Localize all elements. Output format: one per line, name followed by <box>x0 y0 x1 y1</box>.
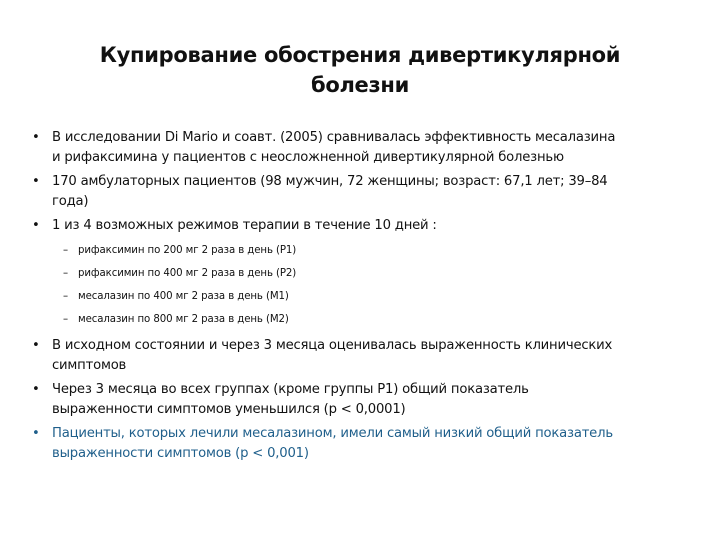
bullet-text-line: симптомов <box>52 358 127 373</box>
dash-icon: – <box>63 268 68 279</box>
regimen-item-m1 <box>32 290 692 304</box>
bullet-item-results <box>32 380 692 420</box>
bullet-text-line: и рифаксимина у пациентов с неосложненной дивертикулярной болезнью <box>52 150 564 165</box>
bullet-icon: • <box>32 174 40 189</box>
bullet-list <box>32 128 692 468</box>
regimen-text: рифаксимин по 200 мг 2 раза в день (Р1) <box>78 245 297 256</box>
bullet-item-study <box>32 128 692 168</box>
slide-title <box>60 40 660 100</box>
bullet-text-line: года) <box>52 194 89 209</box>
bullet-item-assessment <box>32 336 692 376</box>
bullet-icon: • <box>32 382 40 397</box>
title-line-1: Купирование обострения дивертикулярной <box>99 43 621 67</box>
bullet-text-line: выраженности симптомов уменьшился (р < 0,0001) <box>52 402 406 417</box>
regimen-item-m2 <box>32 313 692 327</box>
regimen-text: месалазин по 400 мг 2 раза в день (М1) <box>78 291 289 302</box>
regimen-item-p1 <box>32 244 692 258</box>
dash-icon: – <box>63 291 68 302</box>
bullet-text-line: В исходном состоянии и через 3 месяца оценивалась выраженность клинических <box>52 338 613 353</box>
regimen-sublist <box>32 244 692 327</box>
bullet-item-conclusion <box>32 424 692 464</box>
bullet-icon: • <box>32 130 40 145</box>
bullet-icon: • <box>32 426 40 441</box>
bullet-text-line: 1 из 4 возможных режимов терапии в течение 10 дней : <box>52 218 437 233</box>
bullet-icon: • <box>32 218 40 233</box>
bullet-icon: • <box>32 338 40 353</box>
bullet-text-line: 170 амбулаторных пациентов (98 мужчин, 72 женщины; возраст: 67,1 лет; 39–84 <box>52 174 608 189</box>
dash-icon: – <box>63 245 68 256</box>
bullet-text-line: Через 3 месяца во всех группах (кроме группы Р1) общий показатель <box>52 382 529 397</box>
bullet-text-line: В исследовании Di Mario и соавт. (2005) сравнивалась эффективность месалазина <box>52 130 616 145</box>
regimen-item-p2 <box>32 267 692 281</box>
bullet-item-patients <box>32 172 692 212</box>
regimen-text: месалазин по 800 мг 2 раза в день (М2) <box>78 314 289 325</box>
bullet-item-regimens <box>32 216 692 236</box>
title-line-2: болезни <box>310 73 410 97</box>
bullet-text-line: выраженности симптомов (р < 0,001) <box>52 446 309 461</box>
regimen-text: рифаксимин по 400 мг 2 раза в день (Р2) <box>78 268 297 279</box>
dash-icon: – <box>63 314 68 325</box>
bullet-text-line: Пациенты, которых лечили месалазином, имели самый низкий общий показатель <box>52 426 613 441</box>
